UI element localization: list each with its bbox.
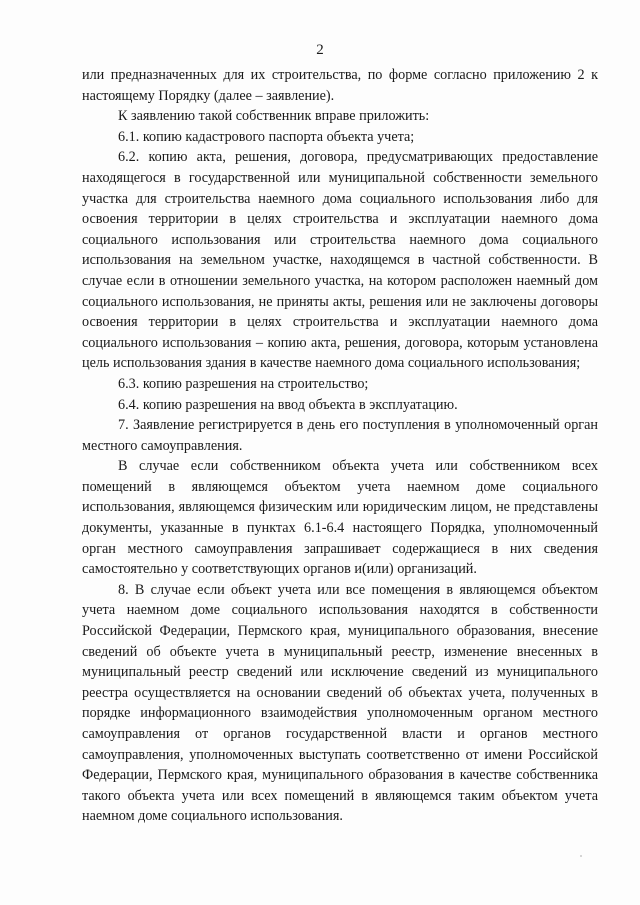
paragraph-item-6-1: 6.1. копию кадастрового паспорта объекта учета; xyxy=(118,128,415,145)
scan-speck xyxy=(580,855,582,857)
paragraph-item-6-2: 6.2. копию акта, решения, договора, предусматривающих предоставление находящегося в государственной или муниципальной собственности земельного участка для строительства наемного дома социального использования либо для освоения территории в целях строительства и эксплуатации наемного дома социального использования или строительства наемного дома социального использования на земельном участке, находящемся в частной собственности. В случае если в отношении земельного участка, на котором расположен наемный дом социального использования, не приняты акты, решения или не заключены договоры освоения территории в целях строительства и эксплуатации наемного дома социального использования – копию акта, решения, договора, которым установлена цель использования здания в качестве наемного дома социального использования; xyxy=(82,149,598,372)
page-number: 2 xyxy=(316,42,324,58)
paragraph-item-6-4: 6.4. копию разрешения на ввод объекта в эксплуатацию. xyxy=(118,396,458,413)
paragraph-item-8: 8. В случае если объект учета или все помещения в являющемся объектом учета наемном доме социального использования находятся в собственности Российской Федерации, Пермского края, муниципального образования, внесение сведений об объекте учета в муниципальный реестр, изменение внесенных в муниципальный реестр сведений или исключение сведений из муниципального реестра осуществляется на основании сведений об объектах учета, полученных в порядке информационного взаимодействия уполномоченным органом местного самоуправления от органов государственной власти и органов местного самоуправления, уполномоченных выступать соответственно от имени Российской Федерации, Пермского края, муниципального образования в качестве собственника такого объекта учета или всех помещений в являющемся таким объектом учета наемном доме социального использования. xyxy=(82,581,598,825)
paragraph-attachments-intro: К заявлению такой собственник вправе приложить: xyxy=(118,108,430,125)
paragraph-missing-documents: В случае если собственником объекта учета или собственником всех помещений в являющемся объектом учета наемном доме социального использования, являющемся физическим или юридическим лицом, не представлены документы, указанные в пунктах 6.1-6.4 настоящего Порядка, уполномоченный орган местного самоуправления запрашивает содержащиеся в них сведения самостоятельно у соответствующих органов и(или) организаций. xyxy=(82,458,598,578)
paragraph-item-6-3: 6.3. копию разрешения на строительство; xyxy=(118,375,369,392)
paragraph-continuation: или предназначенных для их строительства, по форме согласно приложению 2 к настоящему Порядку (далее – заявление). xyxy=(82,67,598,104)
document-body xyxy=(82,65,598,827)
paragraph-item-7: 7. Заявление регистрируется в день его поступления в уполномоченный орган местного самоуправления. xyxy=(82,417,598,454)
